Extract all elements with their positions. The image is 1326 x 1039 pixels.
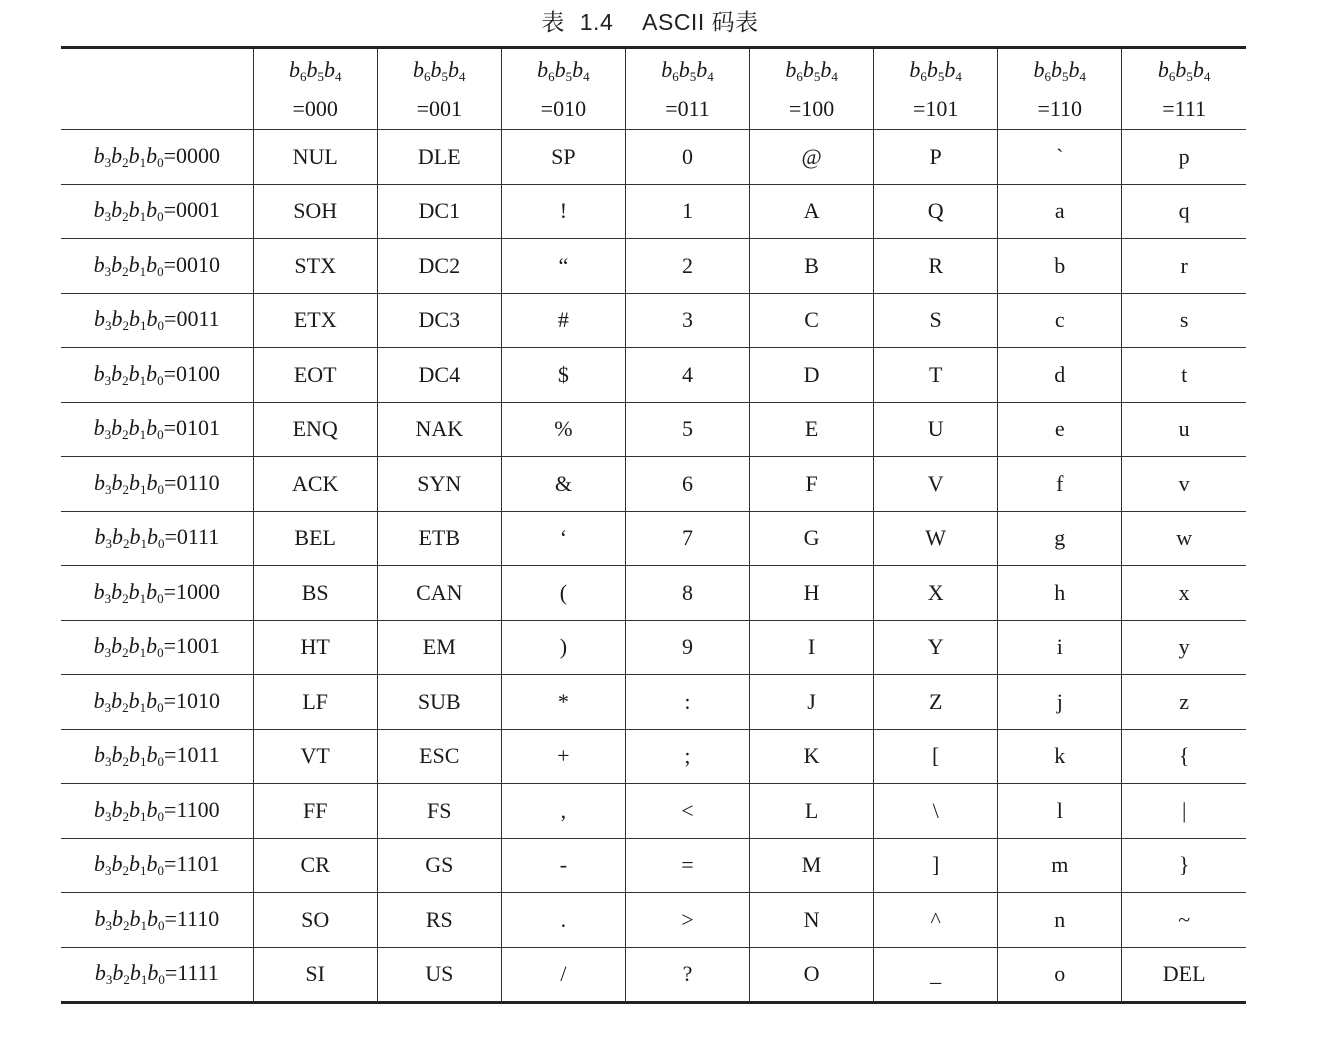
table-cell: m: [998, 838, 1122, 893]
table-cell: k: [998, 729, 1122, 784]
row-bit-label: $b_3b_2b_1b_0$: [93, 415, 164, 443]
column-header: [377, 48, 501, 130]
row-code: =1111: [164, 960, 219, 986]
column-bit-label: $b_6b_5b_4$: [1157, 56, 1211, 84]
table-cell: [: [874, 729, 998, 784]
table-cell: x: [1122, 566, 1246, 621]
table-row: [61, 402, 1246, 457]
table-cell: FS: [377, 784, 501, 839]
row-bit-label: $b_3b_2b_1b_0$: [93, 578, 164, 606]
table-header: [61, 48, 1246, 130]
row-header: [61, 566, 253, 621]
column-code: =000: [292, 95, 338, 121]
table-cell: R: [874, 239, 998, 294]
table-cell: $: [501, 348, 625, 403]
table-cell: G: [750, 511, 874, 566]
table-cell: DLE: [377, 130, 501, 185]
table-cell: 0: [625, 130, 749, 185]
column-code: =001: [416, 95, 462, 121]
table-cell: Z: [874, 675, 998, 730]
table-cell: 3: [625, 293, 749, 348]
table-cell: DC4: [377, 348, 501, 403]
table-row: [61, 184, 1246, 239]
table-row: [61, 293, 1246, 348]
table-cell: SYN: [377, 457, 501, 512]
table-cell: X: [874, 566, 998, 621]
table-cell: SUB: [377, 675, 501, 730]
row-code: =1100: [164, 796, 220, 822]
table-cell: ~: [1122, 893, 1246, 948]
column-bit-label: $b_6b_5b_4$: [661, 56, 714, 84]
table-cell: Q: [874, 184, 998, 239]
table-cell: N: [750, 893, 874, 948]
table-row: [61, 511, 1246, 566]
column-header: [750, 48, 874, 130]
table-cell: C: [750, 293, 874, 348]
table-cell: +: [501, 729, 625, 784]
table-cell: SO: [253, 893, 377, 948]
table-cell: E: [750, 402, 874, 457]
table-cell: f: [998, 457, 1122, 512]
table-cell: CR: [253, 838, 377, 893]
table-caption: [0, 4, 1300, 37]
column-header: [501, 48, 625, 130]
table-cell: ESC: [377, 729, 501, 784]
column-bit-label: $b_6b_5b_4$: [413, 56, 466, 84]
table-cell: DC3: [377, 293, 501, 348]
table-cell: U: [874, 402, 998, 457]
table-cell: Y: [874, 620, 998, 675]
table-cell: STX: [253, 239, 377, 294]
table-row: [61, 457, 1246, 512]
table-cell: V: [874, 457, 998, 512]
table-row: [61, 130, 1246, 185]
row-header: [61, 947, 253, 1003]
table-cell: |: [1122, 784, 1246, 839]
row-bit-label: $b_3b_2b_1b_0$: [93, 360, 164, 388]
table-cell: W: [874, 511, 998, 566]
caption-label: 表: [541, 9, 565, 35]
row-bit-label: $b_3b_2b_1b_0$: [93, 142, 164, 170]
row-code: =0011: [164, 306, 220, 332]
table-cell: .: [501, 893, 625, 948]
table-cell: CAN: [377, 566, 501, 621]
column-header: [253, 48, 377, 130]
table-cell: BEL: [253, 511, 377, 566]
ascii-table: [61, 46, 1246, 1004]
row-bit-label: $b_3b_2b_1b_0$: [93, 197, 164, 225]
table-cell: HT: [253, 620, 377, 675]
table-cell: ENQ: [253, 402, 377, 457]
table-cell: ?: [625, 947, 749, 1003]
row-bit-label: $b_3b_2b_1b_0$: [94, 306, 165, 334]
table-cell: H: [750, 566, 874, 621]
row-header: [61, 675, 253, 730]
table-cell: US: [377, 947, 501, 1003]
table-cell: GS: [377, 838, 501, 893]
row-code: =1110: [164, 905, 220, 931]
table-cell: LF: [253, 675, 377, 730]
row-header: [61, 239, 253, 294]
table-cell: j: [998, 675, 1122, 730]
table-body: [61, 130, 1246, 1003]
row-bit-label: $b_3b_2b_1b_0$: [93, 687, 164, 715]
table-cell: r: [1122, 239, 1246, 294]
table-cell: h: [998, 566, 1122, 621]
table-cell: A: [750, 184, 874, 239]
table-cell: 4: [625, 348, 749, 403]
table-cell: P: [874, 130, 998, 185]
table-cell: -: [501, 838, 625, 893]
table-cell: i: [998, 620, 1122, 675]
table-cell: {: [1122, 729, 1246, 784]
table-cell: _: [874, 947, 998, 1003]
table-row: [61, 348, 1246, 403]
row-header: [61, 838, 253, 893]
row-header: [61, 293, 253, 348]
row-header: [61, 893, 253, 948]
table-cell: e: [998, 402, 1122, 457]
row-bit-label: $b_3b_2b_1b_0$: [94, 905, 165, 933]
table-row: [61, 947, 1246, 1003]
row-header: [61, 620, 253, 675]
table-row: [61, 566, 1246, 621]
table-cell: 9: [625, 620, 749, 675]
table-cell: w: [1122, 511, 1246, 566]
table-cell: O: [750, 947, 874, 1003]
table-cell: t: [1122, 348, 1246, 403]
corner-cell: [61, 48, 253, 130]
table-cell: #: [501, 293, 625, 348]
row-code: =0010: [163, 251, 221, 277]
table-cell: @: [750, 130, 874, 185]
table-row: [61, 729, 1246, 784]
table-cell: SP: [501, 130, 625, 185]
table-cell: ;: [625, 729, 749, 784]
table-cell: DC2: [377, 239, 501, 294]
table-cell: l: [998, 784, 1122, 839]
row-header: [61, 511, 253, 566]
table-cell: 6: [625, 457, 749, 512]
column-bit-label: $b_6b_5b_4$: [537, 56, 590, 84]
table-cell: =: [625, 838, 749, 893]
row-header: [61, 348, 253, 403]
column-code: =101: [912, 95, 959, 121]
table-cell: 7: [625, 511, 749, 566]
table-row: [61, 239, 1246, 294]
table-cell: %: [501, 402, 625, 457]
table-row: [61, 675, 1246, 730]
table-cell: :: [625, 675, 749, 730]
table-cell: DEL: [1122, 947, 1246, 1003]
table-cell: BS: [253, 566, 377, 621]
column-code: =010: [540, 95, 587, 121]
row-bit-label: $b_3b_2b_1b_0$: [93, 633, 164, 661]
table-cell: v: [1122, 457, 1246, 512]
caption-title: ASCII 码表: [642, 9, 759, 35]
table-cell: c: [998, 293, 1122, 348]
table-row: [61, 784, 1246, 839]
table-cell: g: [998, 511, 1122, 566]
table-cell: NUL: [253, 130, 377, 185]
table-cell: ACK: [253, 457, 377, 512]
table-cell: !: [501, 184, 625, 239]
table-cell: ]: [874, 838, 998, 893]
column-bit-label: $b_6b_5b_4$: [785, 56, 838, 84]
table-cell: VT: [253, 729, 377, 784]
row-header: [61, 784, 253, 839]
column-code: =111: [1162, 95, 1207, 121]
table-cell: I: [750, 620, 874, 675]
row-code: =0111: [164, 524, 220, 550]
row-header: [61, 457, 253, 512]
row-code: =1101: [164, 851, 220, 877]
column-header: [998, 48, 1122, 130]
column-bit-label: $b_6b_5b_4$: [1033, 56, 1087, 84]
table-cell: K: [750, 729, 874, 784]
table-cell: 8: [625, 566, 749, 621]
column-header: [1122, 48, 1246, 130]
table-cell: SOH: [253, 184, 377, 239]
table-cell: q: [1122, 184, 1246, 239]
table-cell: }: [1122, 838, 1246, 893]
table-cell: 5: [625, 402, 749, 457]
table-cell: NAK: [377, 402, 501, 457]
column-header: [874, 48, 998, 130]
row-bit-label: $b_3b_2b_1b_0$: [94, 742, 165, 770]
row-code: =0001: [163, 197, 221, 223]
table-cell: &: [501, 457, 625, 512]
table-cell: ETB: [377, 511, 501, 566]
row-code: =0000: [163, 142, 221, 168]
row-code: =1000: [163, 578, 221, 604]
table-cell: 1: [625, 184, 749, 239]
table-cell: J: [750, 675, 874, 730]
table-cell: M: [750, 838, 874, 893]
column-header: [625, 48, 749, 130]
table-cell: (: [501, 566, 625, 621]
row-code: =0110: [164, 469, 220, 495]
row-header: [61, 402, 253, 457]
table-row: [61, 893, 1246, 948]
table-cell: ,: [501, 784, 625, 839]
table-cell: T: [874, 348, 998, 403]
table-cell: ^: [874, 893, 998, 948]
row-bit-label: $b_3b_2b_1b_0$: [94, 851, 165, 879]
table-cell: RS: [377, 893, 501, 948]
row-bit-label: $b_3b_2b_1b_0$: [94, 796, 165, 824]
table-cell: y: [1122, 620, 1246, 675]
column-bit-label: $b_6b_5b_4$: [288, 56, 342, 84]
table-cell: p: [1122, 130, 1246, 185]
caption-number: 1.4: [579, 9, 614, 35]
row-bit-label: $b_3b_2b_1b_0$: [94, 469, 165, 497]
table-cell: d: [998, 348, 1122, 403]
row-header: [61, 184, 253, 239]
row-bit-label: $b_3b_2b_1b_0$: [94, 960, 165, 988]
table-cell: s: [1122, 293, 1246, 348]
table-cell: >: [625, 893, 749, 948]
table-cell: z: [1122, 675, 1246, 730]
table-row: [61, 838, 1246, 893]
table-cell: a: [998, 184, 1122, 239]
table-cell: 2: [625, 239, 749, 294]
table-cell: “: [501, 239, 625, 294]
row-header: [61, 130, 253, 185]
table-cell: *: [501, 675, 625, 730]
table-cell: SI: [253, 947, 377, 1003]
column-bit-label: $b_6b_5b_4$: [909, 56, 962, 84]
table-cell: o: [998, 947, 1122, 1003]
table-cell: D: [750, 348, 874, 403]
table-cell: S: [874, 293, 998, 348]
table-cell: ): [501, 620, 625, 675]
column-code: =110: [1037, 95, 1083, 121]
table-row: [61, 620, 1246, 675]
table-cell: `: [998, 130, 1122, 185]
column-code: =011: [665, 95, 710, 121]
row-code: =0100: [163, 360, 221, 386]
table-cell: ‘: [501, 511, 625, 566]
table-cell: \: [874, 784, 998, 839]
table-cell: L: [750, 784, 874, 839]
row-bit-label: $b_3b_2b_1b_0$: [93, 251, 164, 279]
row-code: =1010: [163, 687, 221, 713]
row-header: [61, 729, 253, 784]
row-code: =0101: [163, 415, 221, 441]
table-cell: FF: [253, 784, 377, 839]
table-cell: F: [750, 457, 874, 512]
column-code: =100: [788, 95, 835, 121]
table-cell: <: [625, 784, 749, 839]
row-code: =1011: [164, 742, 220, 768]
row-code: =1001: [163, 633, 221, 659]
table-cell: ETX: [253, 293, 377, 348]
table-cell: /: [501, 947, 625, 1003]
table-cell: u: [1122, 402, 1246, 457]
table-cell: EM: [377, 620, 501, 675]
table-cell: n: [998, 893, 1122, 948]
table-cell: b: [998, 239, 1122, 294]
table-cell: DC1: [377, 184, 501, 239]
table-cell: B: [750, 239, 874, 294]
table-cell: EOT: [253, 348, 377, 403]
row-bit-label: $b_3b_2b_1b_0$: [94, 524, 165, 552]
header-row: [61, 48, 1246, 130]
